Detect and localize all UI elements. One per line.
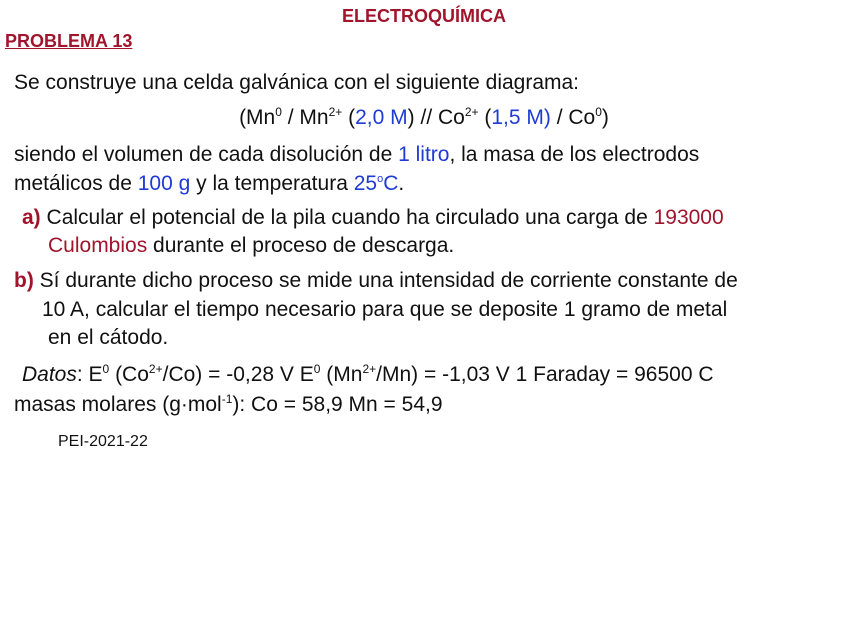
part-a-text: Calcular el potencial de la pila cuando ha circulado una carga de — [40, 206, 654, 229]
diagram-part: ) — [601, 106, 609, 129]
superscript: 2+ — [148, 362, 163, 376]
intro-text: Se construye una celda galvánica con el siguiente diagrama: — [14, 71, 580, 94]
part-a-label: a) — [22, 206, 41, 229]
datos-text: /Co) = -0,28 V E — [162, 363, 314, 386]
datos-text: /Mn) = -1,03 V 1 Faraday = 96500 C — [376, 363, 714, 386]
superscript: 0 — [313, 362, 321, 376]
diagram-part: (Mn — [239, 106, 276, 129]
temperature-unit: C — [383, 172, 399, 195]
datos-text: (Mn — [320, 363, 363, 386]
problem-number: PROBLEMA 13 — [5, 31, 133, 51]
charge-value: 193000 — [653, 206, 724, 229]
diagram-part: ( — [342, 106, 356, 129]
part-b-text: Sí durante dicho proceso se mide una intensidad de corriente constante de — [33, 269, 738, 292]
part-a-text: durante el proceso de descarga. — [147, 234, 455, 257]
part-b-text: 10 A, calcular el tiempo necesario para que se deposite 1 gramo de metal — [42, 298, 728, 321]
concentration-co: 1,5 M) — [491, 106, 551, 129]
conditions-text: siendo el volumen de cada disolución de — [14, 143, 399, 166]
conditions-line-1 — [14, 142, 699, 168]
superscript: -1 — [221, 392, 233, 406]
datos-line-2 — [14, 392, 443, 418]
mass-value: 100 g — [137, 172, 191, 195]
molar-mass-text: masas molares (g·mol — [14, 393, 222, 416]
intro-line — [14, 70, 579, 96]
datos-line-1 — [22, 362, 714, 388]
diagram-part: / Mn — [281, 106, 329, 129]
conditions-text: . — [398, 172, 405, 195]
concentration-mn: 2,0 M — [355, 106, 408, 129]
page-title: ELECTROQUÍMICA — [342, 6, 506, 26]
conditions-text: y la temperatura — [190, 172, 354, 195]
part-b-line-3 — [48, 325, 168, 351]
charge-unit: Culombios — [48, 234, 148, 257]
degree-symbol: o — [377, 173, 384, 185]
superscript: 2+ — [362, 362, 377, 376]
conditions-text: metálicos de — [14, 172, 138, 195]
volume-value: 1 litro — [398, 143, 450, 166]
part-b-text: en el cátodo. — [48, 326, 169, 349]
diagram-part: ) // Co — [407, 106, 465, 129]
part-a-line-1 — [22, 205, 724, 231]
diagram-part: / Co — [550, 106, 596, 129]
diagram-part: ( — [478, 106, 492, 129]
part-b-line-1 — [14, 268, 738, 294]
part-b-label: b) — [14, 269, 34, 292]
superscript: 2+ — [464, 105, 479, 119]
part-b-line-2 — [42, 297, 727, 323]
superscript: 0 — [595, 105, 602, 119]
superscript: 0 — [102, 362, 110, 376]
cell-diagram — [0, 105, 848, 131]
superscript: 0 — [275, 105, 282, 119]
conditions-line-2 — [14, 171, 404, 197]
superscript: 2+ — [328, 105, 343, 119]
datos-label: Datos — [22, 363, 77, 386]
temperature-value: 25 — [353, 172, 378, 195]
molar-mass-text: ): Co = 58,9 Mn = 54,9 — [232, 393, 443, 416]
datos-text: (Co — [109, 363, 149, 386]
footer-course-code: PEI-2021-22 — [58, 433, 148, 450]
datos-text: : E — [76, 363, 103, 386]
part-a-line-2 — [48, 233, 454, 259]
conditions-text: , la masa de los electrodos — [449, 143, 700, 166]
